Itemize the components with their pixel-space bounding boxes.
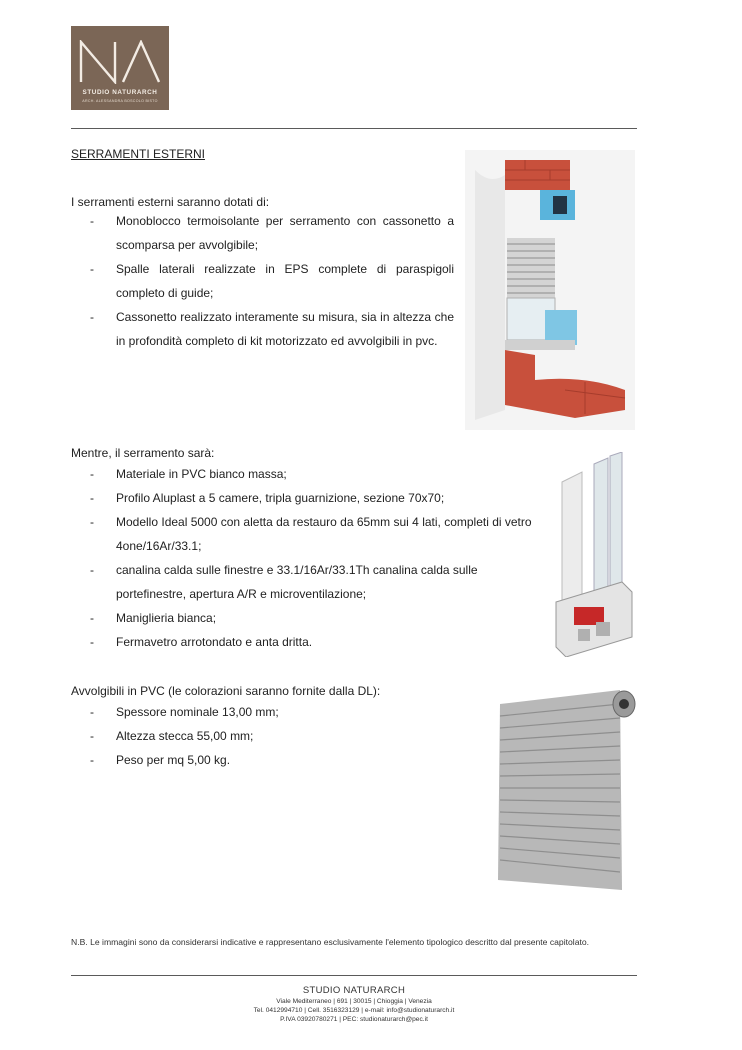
- block1-intro: I serramenti esterni saranno dotati di:: [71, 195, 270, 209]
- block3-list: [90, 700, 450, 772]
- logo-mark-icon: [77, 40, 163, 84]
- roller-shutter-image: [490, 690, 636, 900]
- logo-name: STUDIO NATURARCH: [82, 89, 158, 96]
- header-divider: [71, 128, 637, 129]
- block3-intro: Avvolgibili in PVC (le colorazioni saranno fornite dalla DL):: [71, 684, 381, 698]
- list-item: - Peso per mq 5,00 kg.: [90, 748, 450, 772]
- footer-contacts: Tel. 0412994710 | Cell. 3516323129 | e-mail: info@studionaturarch.it: [253, 1007, 455, 1014]
- list-item: - Materiale in PVC bianco massa;: [90, 462, 540, 486]
- list-item: - Spalle laterali realizzate in EPS complete di paraspigoli completo di guide;: [90, 257, 454, 305]
- block2-intro: Mentre, il serramento sarà:: [71, 446, 215, 460]
- list-item: - Altezza stecca 55,00 mm;: [90, 724, 450, 748]
- section-title: SERRAMENTI ESTERNI: [71, 147, 206, 161]
- pvc-profile-image: [552, 452, 634, 657]
- list-item: - Maniglieria bianca;: [90, 606, 540, 630]
- list-item: - Fermavetro arrotondato e anta dritta.: [90, 630, 540, 654]
- monoblock-section-image: [465, 150, 635, 430]
- logo-subtitle: ARCH. ALESSANDRA BOSCOLO BISTO: [82, 99, 158, 103]
- footer-address: Viale Mediterraneo | 691 | 30015 | Chioggia | Venezia: [276, 998, 432, 1005]
- list-item: - Spessore nominale 13,00 mm;: [90, 700, 450, 724]
- block2-list: [90, 462, 540, 654]
- list-item: - Profilo Aluplast a 5 camere, tripla guarnizione, sezione 70x70;: [90, 486, 540, 510]
- list-item: - Monoblocco termoisolante per serramento con cassonetto a scomparsa per avvolgibile;: [90, 209, 454, 257]
- list-item: - canalina calda sulle finestre e 33.1/16Ar/33.1Th canalina calda sulle portefinestre, apertura A/R e microventilazione;: [90, 558, 540, 606]
- footer-fiscal: P.IVA 03920780271 | PEC: studionaturarch@pec.it: [280, 1016, 428, 1023]
- studio-logo: [71, 26, 169, 110]
- disclaimer-note: N.B. Le immagini sono da considerarsi indicative e rappresentano esclusivamente l'elemento tipologico descritto dal presente capitolato.: [71, 937, 590, 947]
- list-item: - Modello Ideal 5000 con aletta da restauro da 65mm sui 4 lati, completi di vetro 4one/16Ar/33.1;: [90, 510, 540, 558]
- block1-list: [90, 209, 454, 353]
- footer-divider: [71, 975, 637, 976]
- footer-studio-name: STUDIO NATURARCH: [302, 985, 406, 996]
- list-item: - Cassonetto realizzato interamente su misura, sia in altezza che in profondità completo di kit motorizzato ed avvolgibili in pvc.: [90, 305, 454, 353]
